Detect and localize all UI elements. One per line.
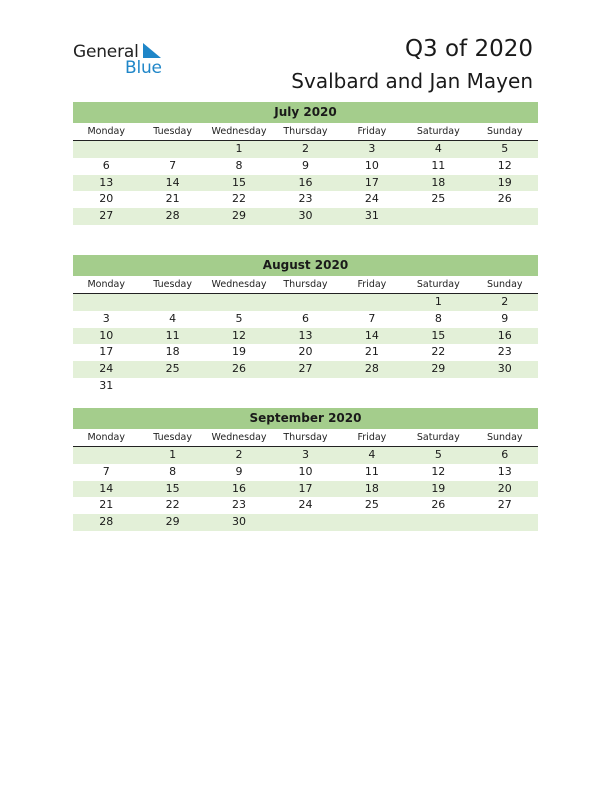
day-cell: 22 — [232, 192, 247, 206]
month-calendar — [73, 102, 538, 225]
day-cell — [272, 294, 338, 311]
month-title: September 2020 — [73, 408, 538, 429]
month-title: July 2020 — [73, 102, 538, 123]
day-cell: 17 — [99, 345, 114, 359]
day-cell: 2 — [235, 448, 243, 461]
day-cell — [339, 378, 405, 395]
day-cell: 25 — [165, 362, 180, 376]
day-cell: 27 — [298, 362, 313, 376]
day-cell: 14 — [165, 175, 180, 189]
day-cell: 8 — [169, 464, 177, 478]
day-cell: 23 — [232, 498, 247, 512]
day-cell: 18 — [165, 345, 180, 359]
day-cell — [139, 378, 205, 395]
day-cell: 26 — [431, 498, 446, 512]
day-cell: 2 — [501, 295, 509, 308]
week-row — [73, 497, 538, 514]
day-cell: 16 — [298, 175, 313, 189]
day-cell: 17 — [364, 175, 379, 189]
day-cell: 9 — [301, 158, 309, 172]
weekday-label: Monday — [87, 432, 125, 443]
weekday-label: Thursday — [283, 432, 328, 443]
day-cell: 30 — [232, 515, 247, 529]
day-cell: 6 — [301, 311, 309, 325]
day-cell: 20 — [298, 345, 313, 359]
day-cell: 21 — [165, 192, 180, 206]
day-cell — [472, 208, 538, 225]
month-calendar — [73, 255, 538, 395]
day-cell: 24 — [364, 192, 379, 206]
weekday-label: Friday — [357, 126, 387, 137]
day-cell: 16 — [497, 328, 512, 342]
weekday-label: Saturday — [416, 126, 460, 137]
day-cell: 13 — [497, 464, 512, 478]
weekday-label: Sunday — [486, 279, 523, 290]
day-cell: 20 — [99, 192, 114, 206]
day-cell: 20 — [497, 481, 512, 495]
day-cell: 8 — [235, 158, 243, 172]
week-row — [73, 447, 538, 464]
weekday-header-row — [73, 429, 538, 447]
day-cell — [405, 514, 471, 531]
weekday-label: Saturday — [416, 432, 460, 443]
day-cell — [206, 378, 272, 395]
weekday-label: Wednesday — [211, 432, 267, 443]
day-cell: 31 — [364, 209, 379, 223]
weekday-header-row — [73, 276, 538, 294]
day-cell: 29 — [165, 515, 180, 529]
week-row — [73, 311, 538, 328]
day-cell: 26 — [232, 362, 247, 376]
weekday-label: Wednesday — [211, 126, 267, 137]
brand-logo — [73, 42, 183, 78]
day-cell: 5 — [434, 448, 442, 461]
day-cell: 29 — [431, 362, 446, 376]
day-cell: 22 — [165, 498, 180, 512]
day-cell: 11 — [165, 328, 180, 342]
day-cell: 23 — [497, 345, 512, 359]
day-cell: 2 — [301, 142, 309, 155]
day-cell: 28 — [99, 515, 114, 529]
day-cell: 4 — [169, 311, 177, 325]
day-cell: 1 — [169, 448, 177, 461]
page-subtitle: Svalbard and Jan Mayen — [291, 69, 533, 93]
day-cell: 21 — [99, 498, 114, 512]
day-cell: 4 — [368, 448, 376, 461]
day-cell: 15 — [232, 175, 247, 189]
day-cell: 13 — [298, 328, 313, 342]
day-cell: 27 — [99, 209, 114, 223]
logo-text-general: General — [73, 42, 139, 62]
day-cell: 26 — [497, 192, 512, 206]
day-cell: 29 — [232, 209, 247, 223]
day-cell: 1 — [235, 142, 243, 155]
day-cell: 8 — [434, 311, 442, 325]
day-cell: 3 — [301, 448, 309, 461]
week-row — [73, 361, 538, 378]
day-cell — [472, 514, 538, 531]
weekday-label: Thursday — [283, 126, 328, 137]
day-cell — [139, 141, 205, 158]
weekday-label: Friday — [357, 279, 387, 290]
week-row — [73, 158, 538, 175]
day-cell: 10 — [99, 328, 114, 342]
week-row — [73, 294, 538, 311]
day-cell: 9 — [235, 464, 243, 478]
day-cell: 7 — [102, 464, 110, 478]
weekday-label: Thursday — [283, 279, 328, 290]
day-cell — [139, 294, 205, 311]
day-cell: 18 — [364, 481, 379, 495]
day-cell: 3 — [368, 142, 376, 155]
day-cell: 11 — [364, 464, 379, 478]
month-calendar — [73, 408, 538, 531]
day-cell — [73, 141, 139, 158]
day-cell — [472, 378, 538, 395]
week-row — [73, 481, 538, 498]
week-row — [73, 141, 538, 158]
day-cell: 19 — [232, 345, 247, 359]
weekday-label: Tuesday — [153, 126, 192, 137]
weekday-label: Tuesday — [153, 279, 192, 290]
weekday-label: Sunday — [486, 126, 523, 137]
weekday-label: Sunday — [486, 432, 523, 443]
day-cell: 9 — [501, 311, 509, 325]
page-title: Q3 of 2020 — [404, 36, 533, 62]
weekday-label: Monday — [87, 279, 125, 290]
weekday-header-row — [73, 123, 538, 141]
day-cell — [73, 447, 139, 464]
day-cell: 11 — [431, 158, 446, 172]
day-cell: 6 — [501, 448, 509, 461]
day-cell: 14 — [364, 328, 379, 342]
day-cell — [339, 294, 405, 311]
day-cell: 25 — [431, 192, 446, 206]
day-cell — [272, 378, 338, 395]
day-cell: 15 — [431, 328, 446, 342]
day-cell: 30 — [497, 362, 512, 376]
day-cell: 13 — [99, 175, 114, 189]
day-cell: 28 — [165, 209, 180, 223]
day-cell: 16 — [232, 481, 247, 495]
day-cell: 4 — [434, 142, 442, 155]
day-cell: 24 — [298, 498, 313, 512]
day-cell — [405, 208, 471, 225]
week-row — [73, 378, 538, 395]
week-row — [73, 208, 538, 225]
day-cell — [405, 378, 471, 395]
day-cell: 7 — [169, 158, 177, 172]
day-cell: 30 — [298, 209, 313, 223]
day-cell: 10 — [298, 464, 313, 478]
day-cell: 12 — [431, 464, 446, 478]
day-cell: 27 — [497, 498, 512, 512]
day-cell: 18 — [431, 175, 446, 189]
day-cell: 6 — [102, 158, 110, 172]
day-cell: 24 — [99, 362, 114, 376]
day-cell: 19 — [497, 175, 512, 189]
day-cell: 1 — [434, 295, 442, 308]
day-cell: 12 — [232, 328, 247, 342]
day-cell: 22 — [431, 345, 446, 359]
day-cell: 7 — [368, 311, 376, 325]
day-cell — [206, 294, 272, 311]
day-cell — [339, 514, 405, 531]
weekday-label: Monday — [87, 126, 125, 137]
logo-text-blue: Blue — [125, 58, 162, 78]
day-cell: 12 — [497, 158, 512, 172]
day-cell — [272, 514, 338, 531]
weekday-label: Wednesday — [211, 279, 267, 290]
week-row — [73, 328, 538, 345]
day-cell: 3 — [102, 311, 110, 325]
day-cell: 15 — [165, 481, 180, 495]
day-cell: 19 — [431, 481, 446, 495]
week-row — [73, 464, 538, 481]
day-cell: 25 — [364, 498, 379, 512]
week-row — [73, 175, 538, 192]
day-cell: 14 — [99, 481, 114, 495]
day-cell: 5 — [235, 311, 243, 325]
month-title: August 2020 — [73, 255, 538, 276]
day-cell: 28 — [364, 362, 379, 376]
logo-triangle-icon — [141, 43, 163, 59]
day-cell: 31 — [99, 378, 114, 392]
day-cell — [73, 294, 139, 311]
weekday-label: Tuesday — [153, 432, 192, 443]
day-cell: 21 — [364, 345, 379, 359]
week-row — [73, 514, 538, 531]
week-row — [73, 344, 538, 361]
day-cell: 10 — [364, 158, 379, 172]
day-cell: 23 — [298, 192, 313, 206]
day-cell: 17 — [298, 481, 313, 495]
week-row — [73, 191, 538, 208]
day-cell: 5 — [501, 142, 509, 155]
weekday-label: Friday — [357, 432, 387, 443]
weekday-label: Saturday — [416, 279, 460, 290]
